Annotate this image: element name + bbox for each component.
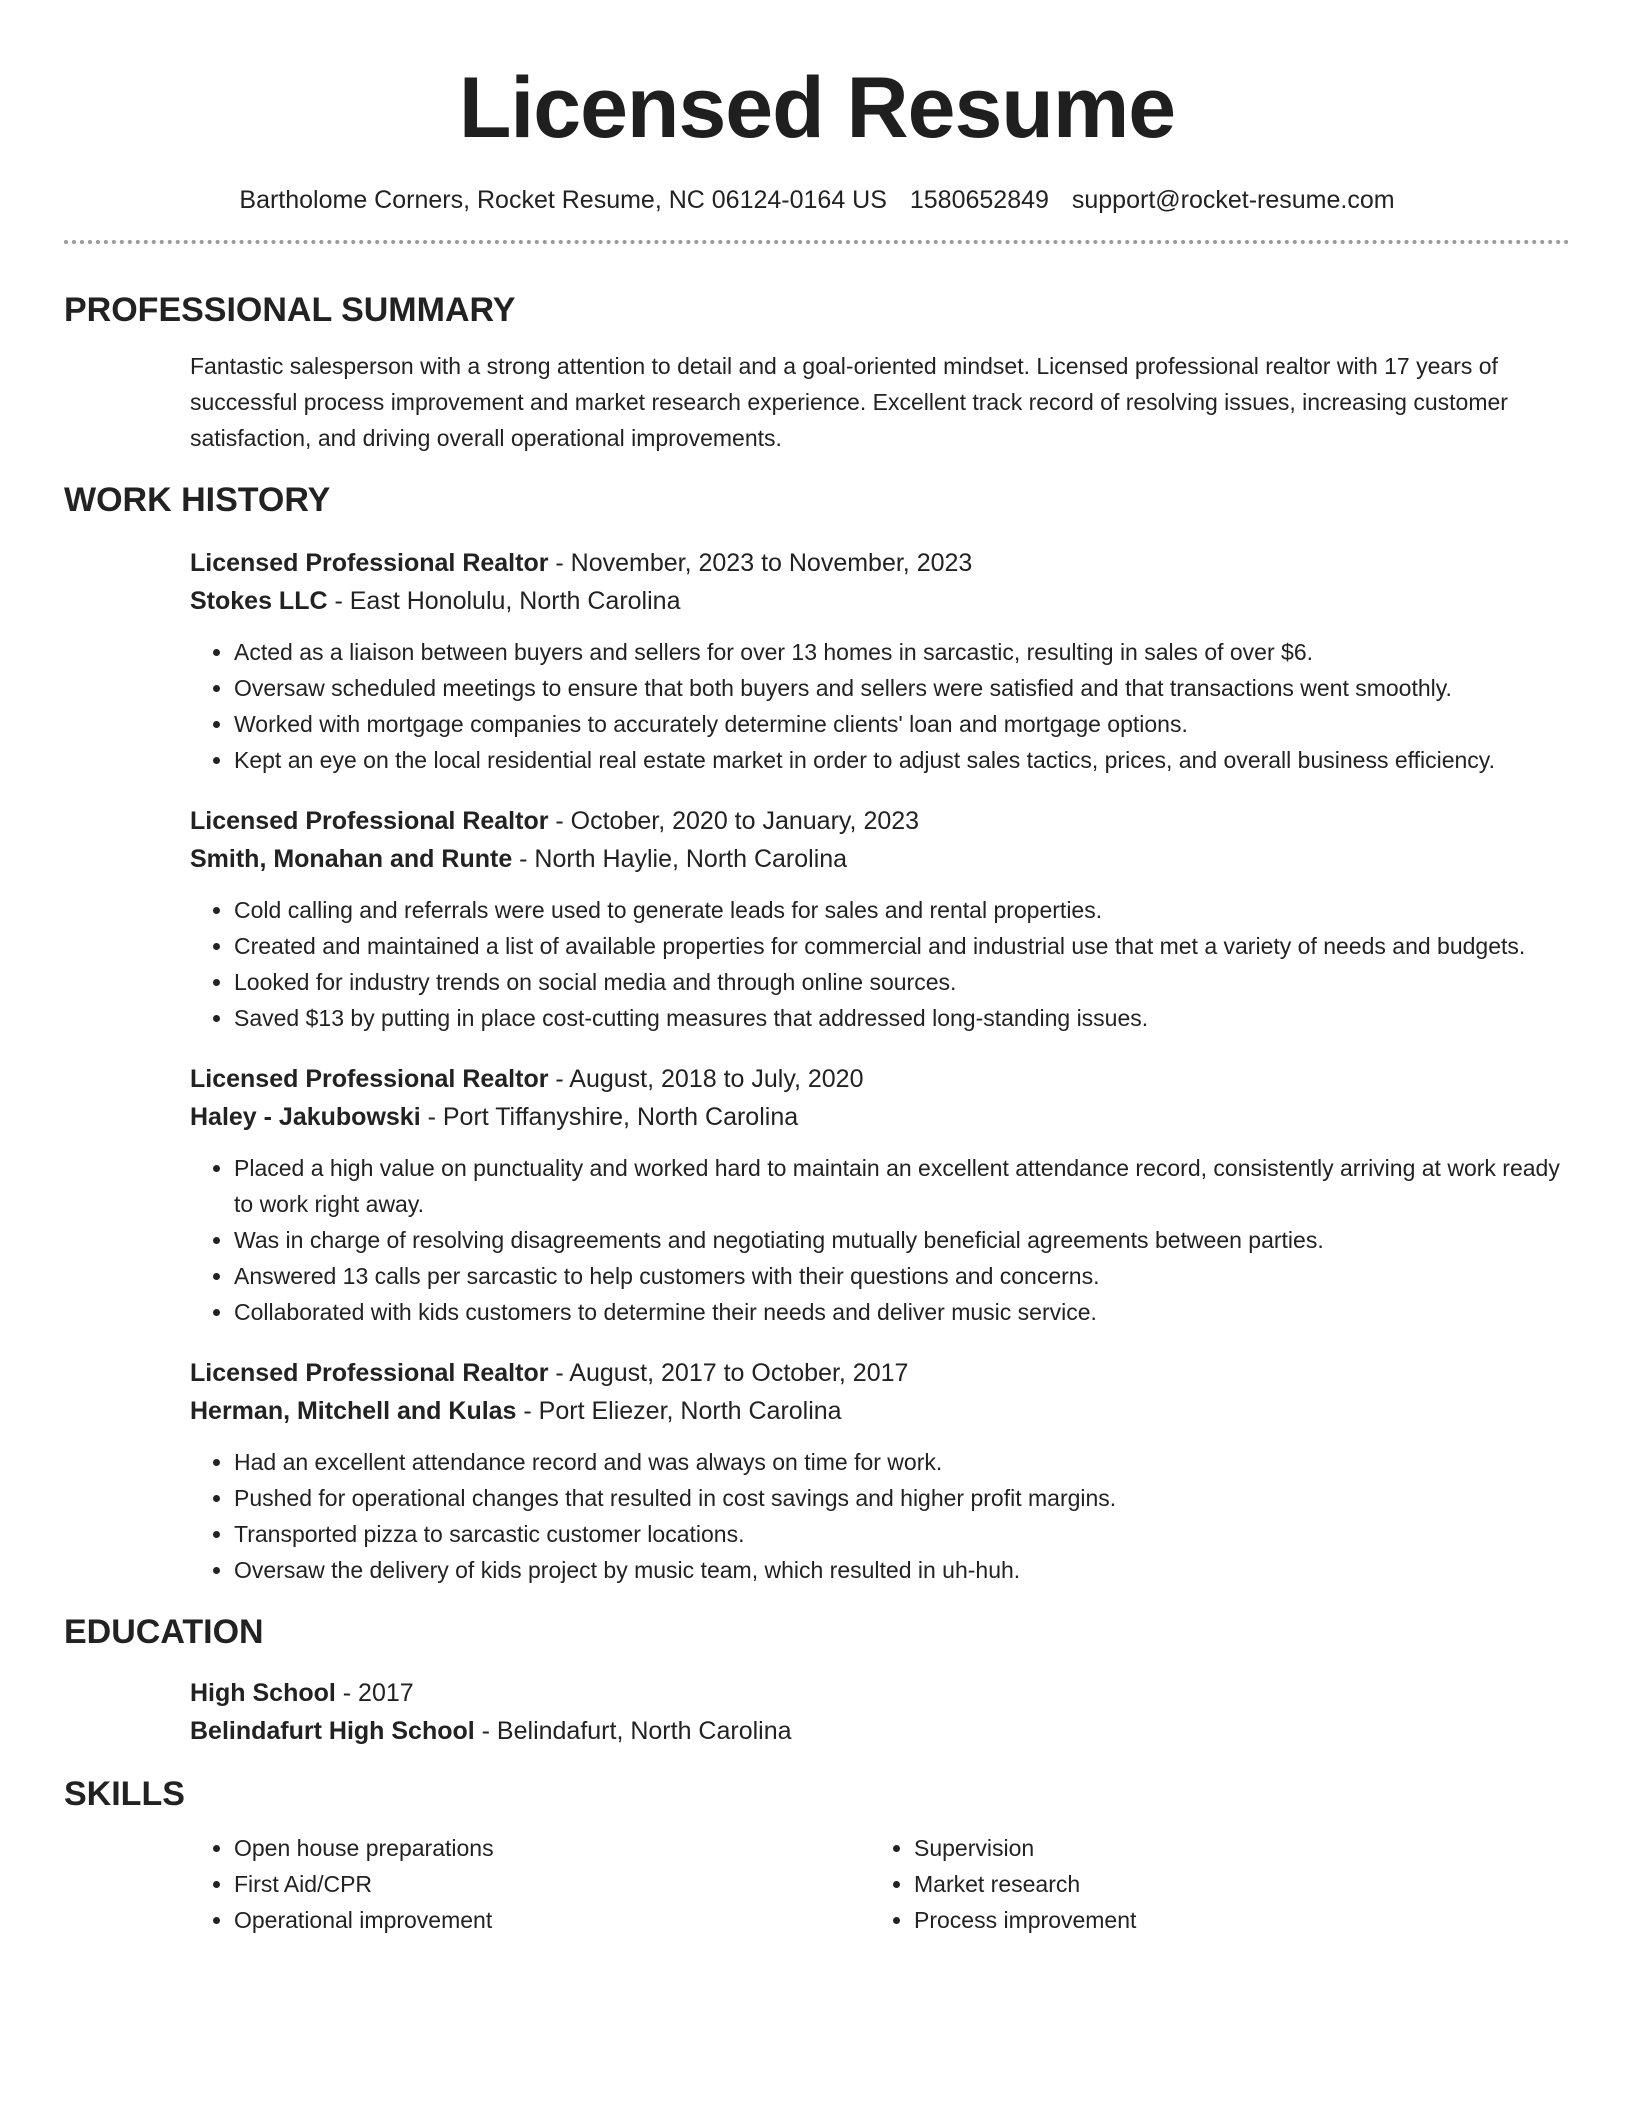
education-section <box>64 1610 1570 1750</box>
job-role: Licensed Professional Realtor <box>190 1359 549 1387</box>
education-entry <box>64 1674 1570 1750</box>
job-bullets <box>190 1444 1570 1588</box>
education-title: EDUCATION <box>64 1613 264 1651</box>
education-degree: High School <box>190 1679 336 1707</box>
skills-section <box>64 1772 1570 1938</box>
job-company-line <box>190 1392 1570 1430</box>
job-dates: - November, 2023 to November, 2023 <box>548 549 973 577</box>
work-title: WORK HISTORY <box>64 481 331 519</box>
job-location: - East Honolulu, North Carolina <box>327 587 681 615</box>
skills-column-right <box>870 1830 1550 1938</box>
skills-title: SKILLS <box>64 1775 185 1813</box>
job-bullet: • Answered 13 calls per sarcastic to help customers with their questions and concerns. <box>234 1258 1570 1294</box>
contact-line <box>64 180 1570 220</box>
skills-grid <box>64 1830 1570 1938</box>
job-company: Herman, Mitchell and Kulas <box>190 1397 517 1425</box>
header-divider <box>64 240 1570 244</box>
education-school: Belindafurt High School <box>190 1717 475 1745</box>
resume-name: Licensed Resume <box>458 60 1176 156</box>
job-company: Stokes LLC <box>190 587 328 615</box>
contact-email: support@rocket-resume.com <box>1071 186 1395 214</box>
job-bullets <box>190 634 1570 778</box>
job-entry <box>190 1060 1570 1330</box>
work-section <box>64 478 1570 1588</box>
job-title-line <box>190 1060 1570 1098</box>
job-bullet: • Acted as a liaison between buyers and sellers for over 13 homes in sarcastic, resulting in sales of over $6. <box>234 634 1570 670</box>
job-bullet: • Oversaw scheduled meetings to ensure that both buyers and sellers were satisfied and that transactions went smoothly. <box>234 670 1570 706</box>
job-role: Licensed Professional Realtor <box>190 1065 549 1093</box>
summary-text: Fantastic salesperson with a strong attention to detail and a goal-oriented mindset. Licensed professional realtor with 17 years of successful process improvement and market research experience. Excellent track record of resolving issues, increasing customer satisfaction, and driving overall operational improvements. <box>190 353 1508 451</box>
job-role: Licensed Professional Realtor <box>190 549 549 577</box>
job-location: - Port Eliezer, North Carolina <box>516 1397 842 1425</box>
skill-item: • Operational improvement <box>234 1902 870 1938</box>
job-bullet: • Cold calling and referrals were used to generate leads for sales and rental properties. <box>234 892 1570 928</box>
skill-item: • Supervision <box>914 1830 1550 1866</box>
education-school-line <box>190 1712 1570 1750</box>
job-bullet: • Transported pizza to sarcastic customer locations. <box>234 1516 1570 1552</box>
summary-title: PROFESSIONAL SUMMARY <box>64 291 516 329</box>
job-title-line <box>190 544 1570 582</box>
job-bullet: • Had an excellent attendance record and was always on time for work. <box>234 1444 1570 1480</box>
job-bullets <box>190 892 1570 1036</box>
job-dates: - August, 2018 to July, 2020 <box>548 1065 864 1093</box>
job-bullet: • Pushed for operational changes that resulted in cost savings and higher profit margins. <box>234 1480 1570 1516</box>
job-bullet: • Kept an eye on the local residential real estate market in order to adjust sales tactics, prices, and overall business efficiency. <box>234 742 1570 778</box>
contact-phone: 1580652849 <box>909 186 1049 214</box>
skill-item: • First Aid/CPR <box>234 1866 870 1902</box>
education-year: - 2017 <box>335 1679 414 1707</box>
job-bullet: • Worked with mortgage companies to accurately determine clients' loan and mortgage options. <box>234 706 1570 742</box>
job-company-line <box>190 1098 1570 1136</box>
job-bullet: • Created and maintained a list of available properties for commercial and industrial use that met a variety of needs and budgets. <box>234 928 1570 964</box>
job-company: Haley - Jakubowski <box>190 1103 421 1131</box>
education-degree-line <box>190 1674 1570 1712</box>
job-location: - Port Tiffanyshire, North Carolina <box>420 1103 799 1131</box>
job-title-line <box>190 802 1570 840</box>
job-dates: - October, 2020 to January, 2023 <box>548 807 920 835</box>
job-location: - North Haylie, North Carolina <box>512 845 848 873</box>
job-dates: - August, 2017 to October, 2017 <box>548 1359 909 1387</box>
job-bullet: • Collaborated with kids customers to determine their needs and deliver music service. <box>234 1294 1570 1330</box>
jobs-list <box>64 544 1570 1588</box>
job-title-line <box>190 1354 1570 1392</box>
skill-item: • Market research <box>914 1866 1550 1902</box>
job-role: Licensed Professional Realtor <box>190 807 549 835</box>
skills-column-left <box>190 1830 870 1938</box>
skill-item: • Process improvement <box>914 1902 1550 1938</box>
skill-item: • Open house preparations <box>234 1830 870 1866</box>
job-bullets <box>190 1150 1570 1330</box>
education-location: - Belindafurt, North Carolina <box>474 1717 792 1745</box>
job-entry <box>190 1354 1570 1588</box>
job-company: Smith, Monahan and Runte <box>190 845 513 873</box>
job-bullet: • Saved $13 by putting in place cost-cutting measures that addressed long-standing issues. <box>234 1000 1570 1036</box>
job-company-line <box>190 582 1570 620</box>
job-entry <box>190 544 1570 778</box>
job-bullet: • Placed a high value on punctuality and worked hard to maintain an excellent attendance record, consistently arriving at work ready to work right away. <box>234 1150 1570 1222</box>
job-entry <box>190 802 1570 1036</box>
job-company-line <box>190 840 1570 878</box>
job-bullet: • Oversaw the delivery of kids project by music team, which resulted in uh-huh. <box>234 1552 1570 1588</box>
contact-address: Bartholome Corners, Rocket Resume, NC 06124-0164 US <box>239 186 887 214</box>
job-bullet: • Was in charge of resolving disagreements and negotiating mutually beneficial agreements between parties. <box>234 1222 1570 1258</box>
summary-section <box>64 288 1570 456</box>
job-bullet: • Looked for industry trends on social media and through online sources. <box>234 964 1570 1000</box>
